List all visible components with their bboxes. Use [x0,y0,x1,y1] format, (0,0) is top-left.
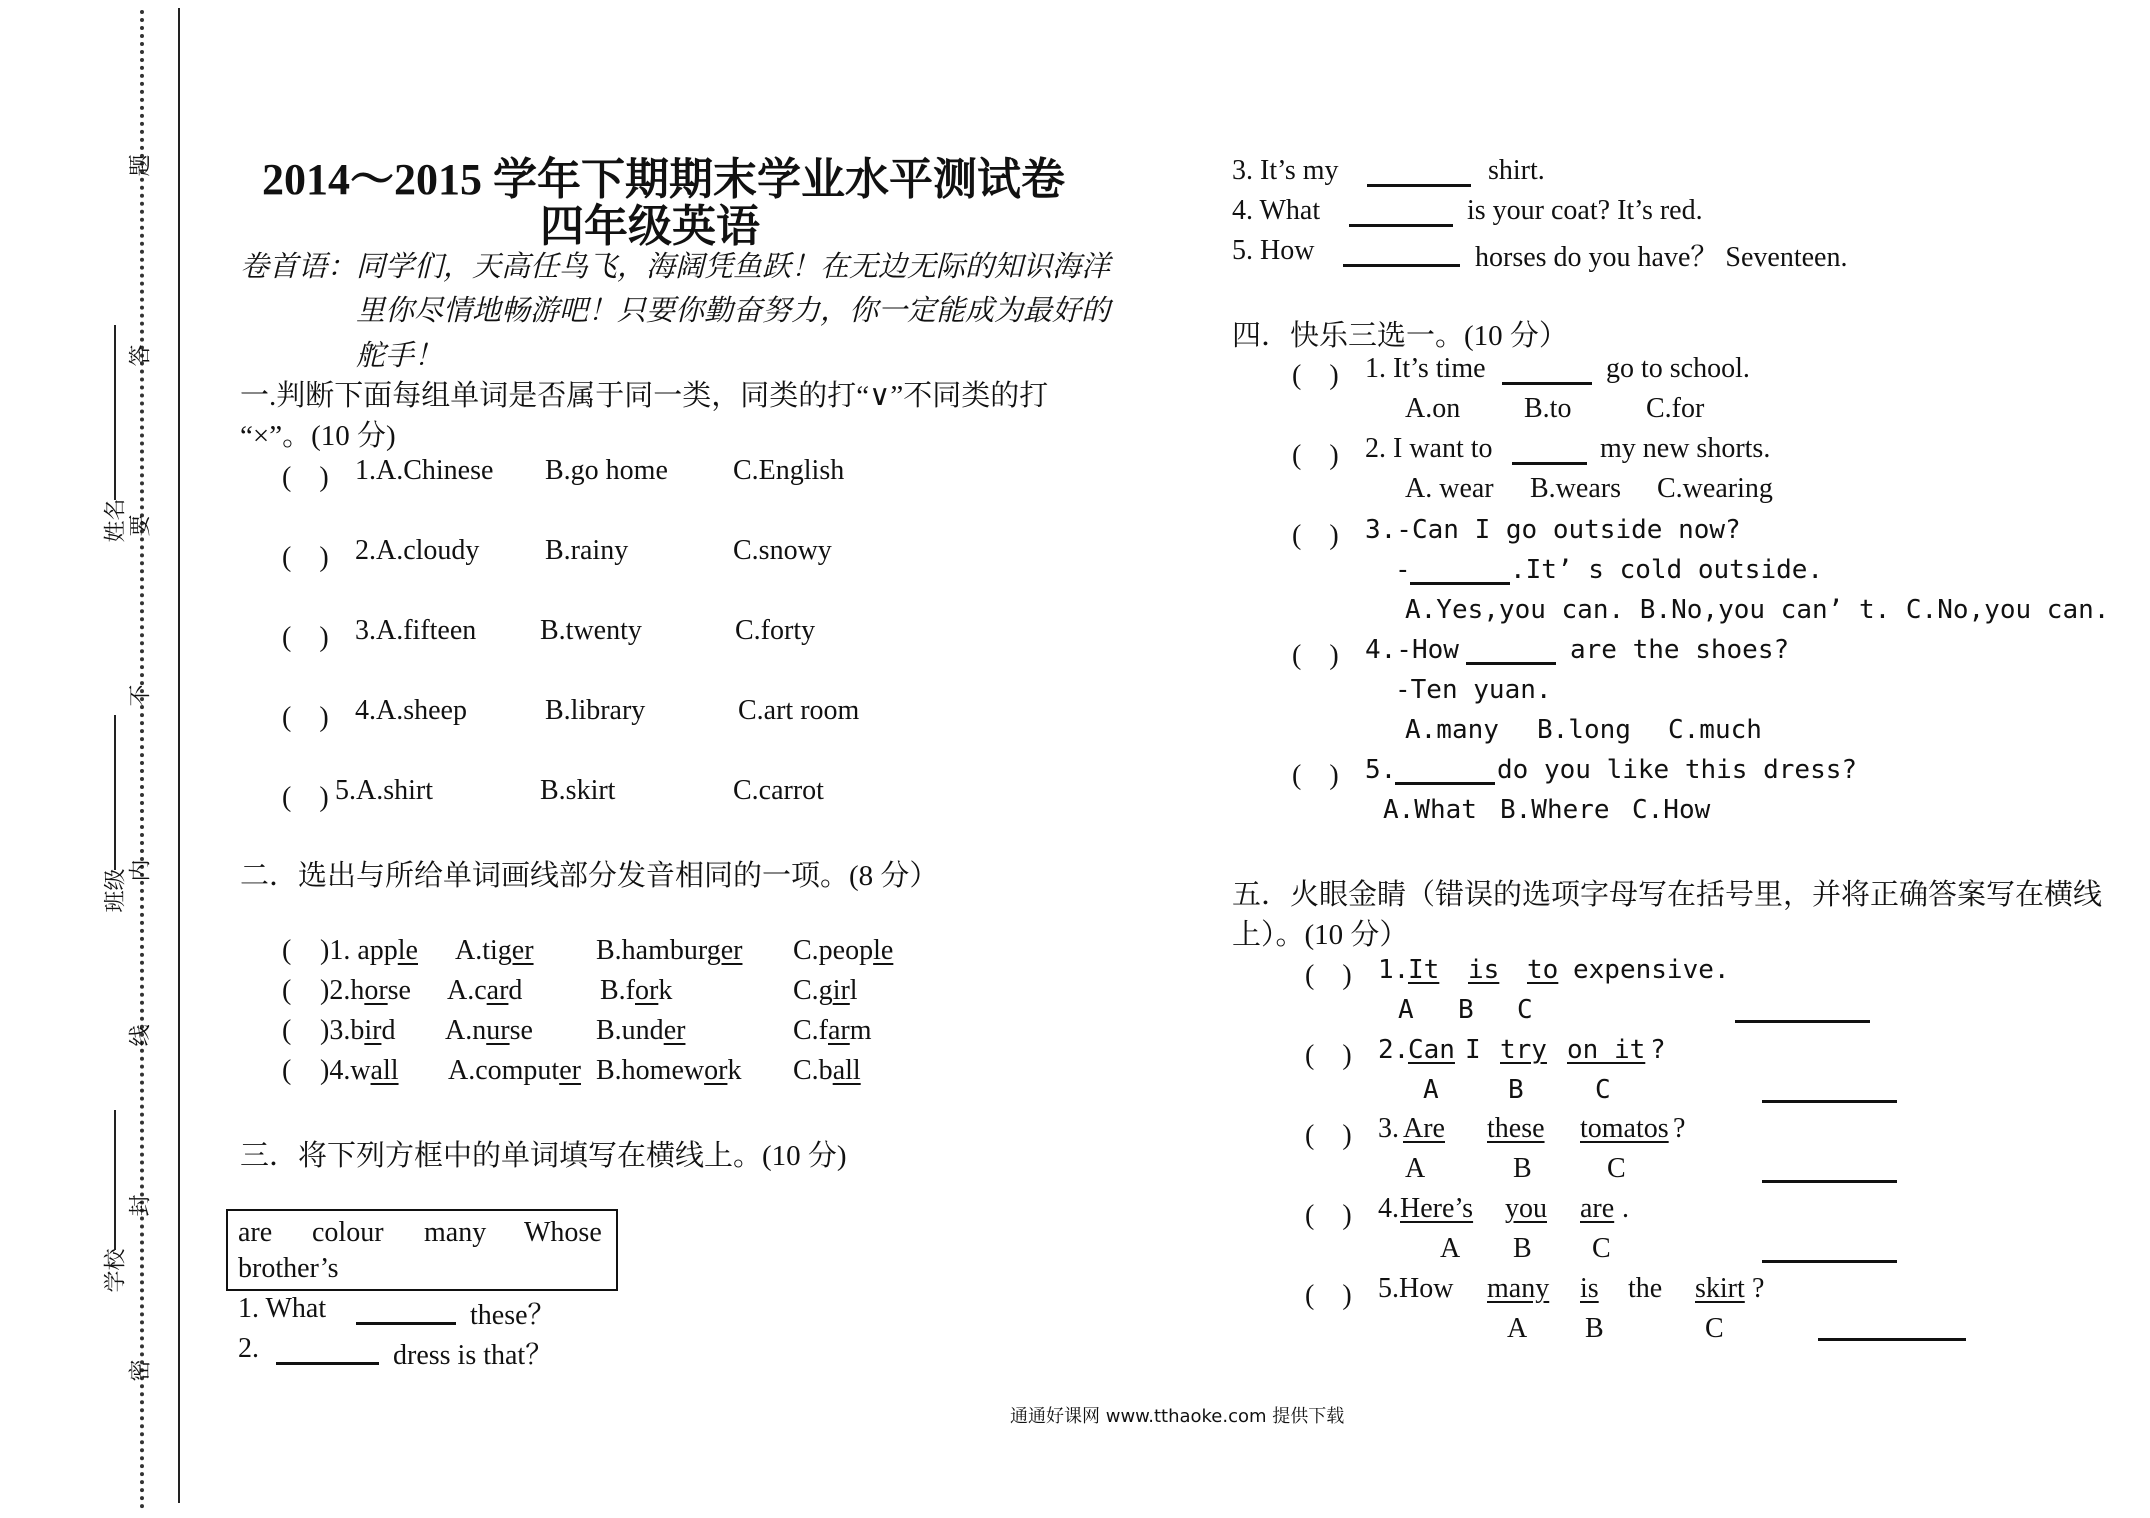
s1-q1-b: B.go home [545,455,668,486]
school-field-label: 学校 [103,1248,129,1293]
s5-q2-label-c: C [1595,1075,1611,1105]
s5-q1-word-c: to [1527,955,1559,985]
s5-q2-word-c: on it [1567,1035,1646,1065]
s5-q2-num: 2. [1378,1035,1410,1065]
s1-q4-c: C.art room [738,695,860,726]
s4-q1-opt-c: C.for [1646,393,1705,424]
s3-q4-text-b: is your coat? It’s red. [1467,195,1703,226]
s2-q1-paren[interactable]: ( [282,935,292,966]
s4-q1-opt-a: A.on [1405,393,1461,424]
s3-q1-blank[interactable] [356,1322,456,1325]
s5-q1-paren[interactable]: ( ) [1305,960,1352,991]
s4-q5-blank[interactable] [1395,782,1495,785]
s2-q1-b: B.hamburger [596,935,743,966]
s1-q5-c: C.carrot [733,775,824,806]
s5-q4-answer-blank[interactable] [1762,1260,1897,1263]
word-bank-are: are [238,1217,273,1248]
exam-title: 2014～2015 学年下期期末学业水平测试卷 [262,155,1065,204]
s2-q3-b: B.under [596,1015,686,1046]
s5-q2-label-b: B [1508,1075,1524,1105]
s5-q3-label-b: B [1513,1153,1532,1184]
s2-q2-b: B.fork [600,975,673,1006]
s5-q2-mid: I [1465,1035,1481,1065]
s2-q1-c: C.people [793,935,894,966]
s5-q4-word-c: are [1580,1193,1615,1224]
s4-q2-text-a: 2. I want to [1365,433,1493,464]
s4-q3-opts: A.Yes,you can. B.No,you can’ t. C.No,you can. [1405,595,2110,625]
s1-q4-b: B.library [545,695,646,726]
intro-line-1: 卷首语：同学们，天高任鸟飞，海阔凭鱼跃！在无边无际的知识海洋 [240,251,1111,283]
s4-q1-text-a: 1. It’s time [1365,353,1486,384]
s5-q5-word-b: is [1580,1273,1599,1304]
s4-q5-text-a: 5. [1365,755,1397,785]
s5-q3-label-a: A [1405,1153,1426,1184]
s4-q4-blank[interactable] [1466,662,1556,665]
s1-q3-a: 3.A.fifteen [355,615,477,646]
s4-q5-opt-a: A.What [1383,795,1477,825]
s5-q5-rest: ? [1752,1273,1765,1304]
s4-q3-text-a: 3.-Can I go outside now? [1365,515,1741,545]
s3-q4-blank[interactable] [1349,224,1453,227]
word-bank-whose: Whose [524,1217,602,1248]
s1-q4-a: 4.A.sheep [355,695,467,726]
s2-q4-c: C.ball [793,1055,861,1086]
s2-q1-word: )1. apple [320,935,418,966]
s1-q3-b: B.twenty [540,615,642,646]
s1-q3-c: C.forty [735,615,816,646]
s1-q2-paren[interactable]: ( ) [282,542,329,573]
s2-q3-paren[interactable]: ( [282,1015,292,1046]
s4-q5-opt-b: B.Where [1500,795,1610,825]
s5-q5-word-c: skirt [1695,1273,1745,1304]
s1-q3-paren[interactable]: ( ) [282,622,329,653]
margin-rule [178,8,180,1503]
section4-title: 四．快乐三选一。(10 分） [1232,320,1568,352]
margin-char-yao: 要 [128,514,154,537]
s5-q2-answer-blank[interactable] [1762,1100,1897,1103]
s3-q2-blank[interactable] [276,1362,379,1365]
dotted-cut-line [140,10,144,1510]
s1-q5-a: 5.A.shirt [335,775,433,806]
s5-q1-word-a: It [1408,955,1440,985]
s5-q3-answer-blank[interactable] [1762,1180,1897,1183]
s1-q5-paren[interactable]: ( ) [282,782,329,813]
s3-q1-text-a: 1. What [238,1293,327,1324]
name-blank-line[interactable] [114,325,116,500]
s4-q2-opt-a: A. wear [1405,473,1494,504]
s2-q4-b: B.homework [596,1055,742,1086]
s5-q3-paren[interactable]: ( ) [1305,1120,1352,1151]
class-blank-line[interactable] [114,715,116,870]
s5-q1-label-a: A [1398,995,1414,1025]
s4-q3-paren[interactable]: ( ) [1292,520,1339,551]
s5-q1-num: 1. [1378,955,1410,985]
s5-q4-word-a: Here’s [1400,1193,1474,1224]
s1-q2-a: 2.A.cloudy [355,535,480,566]
s4-q4-opt-c: C.much [1668,715,1762,745]
s5-q1-label-c: C [1517,995,1533,1025]
s5-q1-answer-blank[interactable] [1735,1020,1870,1023]
s5-q4-label-b: B [1513,1233,1532,1264]
s4-q4-opt-a: A.many [1405,715,1499,745]
s4-q2-opt-b: B.wears [1530,473,1621,504]
s5-q3-label-c: C [1607,1153,1626,1184]
margin-char-da: 答 [128,344,154,367]
margin-char-ti: 题 [128,154,154,177]
s1-q4-paren[interactable]: ( ) [282,702,329,733]
s3-q5-blank[interactable] [1343,264,1460,267]
s5-q1-rest: expensive. [1573,955,1730,985]
s3-q2-text-b: dress is that？ [393,1340,554,1371]
s5-q3-rest: ? [1673,1113,1686,1144]
s5-q4-paren[interactable]: ( ) [1305,1200,1352,1231]
school-blank-line[interactable] [114,1110,116,1250]
s2-q3-c: C.farm [793,1015,872,1046]
s5-q5-paren[interactable]: ( ) [1305,1280,1352,1311]
s5-q3-word-c: tomatos [1580,1113,1669,1144]
s5-q5-answer-blank[interactable] [1818,1338,1966,1341]
s5-q4-label-a: A [1440,1233,1461,1264]
s2-q2-word: )2.horse [320,975,411,1006]
s4-q4-line2: -Ten yuan. [1395,675,1552,705]
s3-q3-blank[interactable] [1367,184,1471,187]
s4-q4-text-b: are the shoes? [1570,635,1790,665]
s5-q4-word-b: you [1505,1193,1547,1224]
s5-q4-rest: . [1622,1193,1629,1224]
s1-q1-a: 1.A.Chinese [355,455,494,486]
section5-title-line2: 上）。(10 分） [1232,919,1409,951]
section5-title-line1: 五．火眼金睛（错误的选项字母写在括号里，并将正确答案写在横线 [1232,879,2103,911]
s3-q2-text-a: 2. [238,1333,259,1364]
s1-q1-paren[interactable]: ( ) [282,462,329,493]
s5-q1-label-b: B [1458,995,1474,1025]
s5-q4-num: 4. [1378,1193,1399,1224]
s2-q2-c: C.girl [793,975,858,1006]
s4-q1-text-b: go to school. [1606,353,1750,384]
class-field-label: 班级 [103,868,129,913]
s3-q5-text-a: 5. How [1232,235,1315,266]
s4-q4-opt-b: B.long [1537,715,1631,745]
s4-q5-paren[interactable]: ( ) [1292,760,1339,791]
s2-q2-paren[interactable]: ( [282,975,292,1006]
margin-char-nei: 内 [128,859,154,882]
s5-q4-label-c: C [1592,1233,1611,1264]
margin-char-bu: 不 [128,684,154,707]
s1-q2-c: C.snowy [733,535,832,566]
s4-q1-blank[interactable] [1502,382,1592,385]
s4-q2-text-b: my new shorts. [1600,433,1771,464]
s4-q1-opt-b: B.to [1524,393,1572,424]
s5-q5-num: 5.How [1378,1273,1454,1304]
s4-q5-opt-c: C.How [1632,795,1711,825]
s1-q2-b: B.rainy [545,535,629,566]
s2-q3-word: )3.bird [320,1015,396,1046]
s4-q3-line2: .It’ s cold outside. [1510,555,1824,585]
s3-q5-text-b: horses do you have？ Seventeen. [1475,242,1848,273]
s3-q4-text-a: 4. What [1232,195,1321,226]
margin-char-mi: 密 [128,1359,154,1382]
s4-q1-paren[interactable]: ( ) [1292,360,1339,391]
s2-q1-a: A.tiger [455,935,534,966]
exam-subtitle: 四年级英语 [540,202,760,251]
intro-line-2: 里你尽情地畅游吧！只要你勤奋努力，你一定能成为最好的 [356,295,1111,327]
s5-q5-mid: the [1628,1273,1663,1304]
s4-q3-dash: - [1395,555,1411,585]
s5-q3-word-b: these [1487,1113,1545,1144]
s5-q2-word-a: Can [1408,1035,1455,1065]
s5-q5-word-a: many [1487,1273,1550,1304]
word-bank-many: many [424,1217,487,1248]
s4-q5-text-b: do you like this dress? [1497,755,1858,785]
s5-q1-word-b: is [1468,955,1500,985]
s1-q1-c: C.English [733,455,845,486]
s2-q4-word: )4.wall [320,1055,399,1086]
margin-char-xian: 线 [128,1024,154,1047]
s1-q5-b: B.skirt [540,775,616,806]
s5-q5-label-b: B [1585,1313,1604,1344]
s4-q4-paren[interactable]: ( ) [1292,640,1339,671]
name-field-label: 姓名 [103,498,129,543]
s2-q4-paren[interactable]: ( [282,1055,292,1086]
word-bank-brothers: brother’s [238,1253,339,1284]
section1-title-line1: 一.判断下面每组单词是否属于同一类，同类的打“∨”不同类的打 [240,380,1049,412]
s2-q2-a: A.card [447,975,523,1006]
s5-q2-paren[interactable]: ( ) [1305,1040,1352,1071]
s2-q4-a: A.computer [448,1055,581,1086]
intro-line-3: 舵手！ [356,340,444,372]
s5-q2-label-a: A [1423,1075,1439,1105]
footer-credit[interactable]: 通通好课网 www.tthaoke.com 提供下载 [1010,1406,1345,1427]
s4-q4-text-a: 4.-How [1365,635,1459,665]
word-bank-colour: colour [312,1217,384,1248]
s5-q5-label-a: A [1507,1313,1528,1344]
s3-q1-text-b: these？ [470,1300,556,1331]
margin-char-feng: 封 [128,1194,154,1217]
s4-q2-paren[interactable]: ( ) [1292,440,1339,471]
s2-q3-a: A.nurse [445,1015,533,1046]
s5-q2-word-b: try [1500,1035,1547,1065]
section3-title: 三．将下列方框中的单词填写在横线上。(10 分) [240,1140,847,1172]
s4-q3-blank[interactable] [1410,582,1510,585]
s5-q3-num: 3. [1378,1113,1399,1144]
s4-q2-opt-c: C.wearing [1657,473,1773,504]
s5-q5-label-c: C [1705,1313,1724,1344]
s4-q2-blank[interactable] [1512,462,1587,465]
s3-q3-text-b: shirt. [1488,155,1545,186]
s5-q3-word-a: Are [1403,1113,1445,1144]
s5-q2-rest: ? [1650,1035,1666,1065]
s3-q3-text-a: 3. It’s my [1232,155,1339,186]
section1-title-line2: “×”。(10 分) [240,420,396,452]
word-bank-box [226,1209,618,1291]
section2-title: 二．选出与所给单词画线部分发音相同的一项。(8 分） [240,860,939,892]
